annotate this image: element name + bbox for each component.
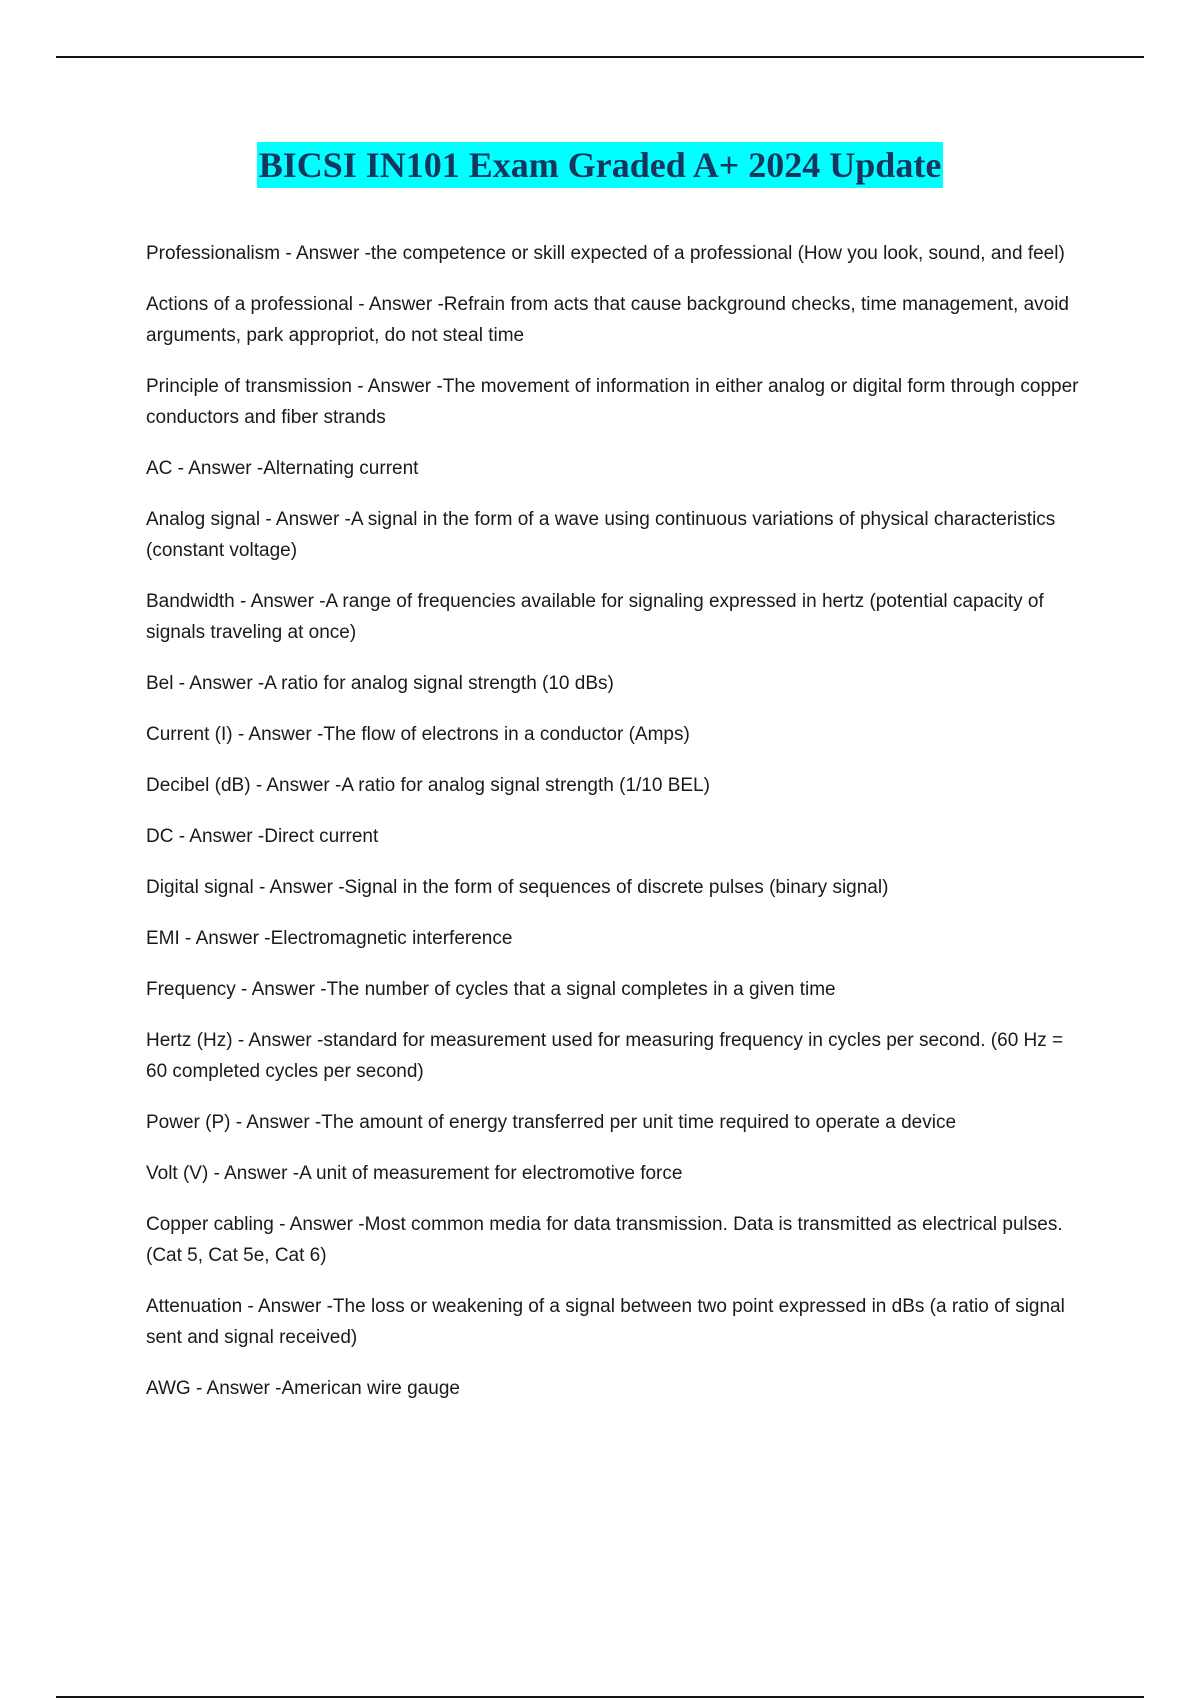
title-container xyxy=(0,142,1200,188)
qa-entry: Analog signal - Answer -A signal in the form of a wave using continuous variations of physical characteristics (constant voltage) xyxy=(146,509,1056,561)
qa-entry: Digital signal - Answer -Signal in the form of sequences of discrete pulses (binary signal) xyxy=(146,877,889,898)
qa-entry: Power (P) - Answer -The amount of energy transferred per unit time required to operate a device xyxy=(146,1112,957,1133)
top-rule xyxy=(56,56,1144,58)
qa-entry: Hertz (Hz) - Answer -standard for measurement used for measuring frequency in cycles per second. (60 Hz = 60 completed cycles per second) xyxy=(146,1030,1064,1082)
qa-entry: Attenuation - Answer -The loss or weakening of a signal between two point expressed in dBs (a ratio of signal sent and signal received) xyxy=(146,1296,1065,1348)
qa-entry: EMI - Answer -Electromagnetic interference xyxy=(146,928,513,949)
qa-entry: Current (I) - Answer -The flow of electrons in a conductor (Amps) xyxy=(146,724,690,745)
qa-entry: Principle of transmission - Answer -The movement of information in either analog or digital form through copper conductors and fiber strands xyxy=(146,376,1079,428)
qa-entry: Copper cabling - Answer -Most common media for data transmission. Data is transmitted as electrical pulses. (Cat 5, Cat 5e, Cat 6) xyxy=(146,1214,1063,1266)
qa-entry: Volt (V) - Answer -A unit of measurement for electromotive force xyxy=(146,1163,683,1184)
qa-entry: Professionalism - Answer -the competence or skill expected of a professional (How you look, sound, and feel) xyxy=(146,243,1065,264)
qa-entry: DC - Answer -Direct current xyxy=(146,826,379,847)
qa-list xyxy=(146,238,1086,1424)
qa-entry: AC - Answer -Alternating current xyxy=(146,458,419,479)
qa-entry: Actions of a professional - Answer -Refrain from acts that cause background checks, time management, avoid arguments, park appropriot, do not steal time xyxy=(146,294,1070,346)
qa-entry: Frequency - Answer -The number of cycles that a signal completes in a given time xyxy=(146,979,836,1000)
page-title: BICSI IN101 Exam Graded A+ 2024 Update xyxy=(257,142,944,188)
qa-entry: AWG - Answer -American wire gauge xyxy=(146,1378,460,1399)
bottom-rule xyxy=(56,1696,1144,1698)
qa-entry: Decibel (dB) - Answer -A ratio for analog signal strength (1/10 BEL) xyxy=(146,775,710,796)
qa-entry: Bandwidth - Answer -A range of frequencies available for signaling expressed in hertz (potential capacity of signals traveling at once) xyxy=(146,591,1044,643)
qa-entry: Bel - Answer -A ratio for analog signal strength (10 dBs) xyxy=(146,673,614,694)
